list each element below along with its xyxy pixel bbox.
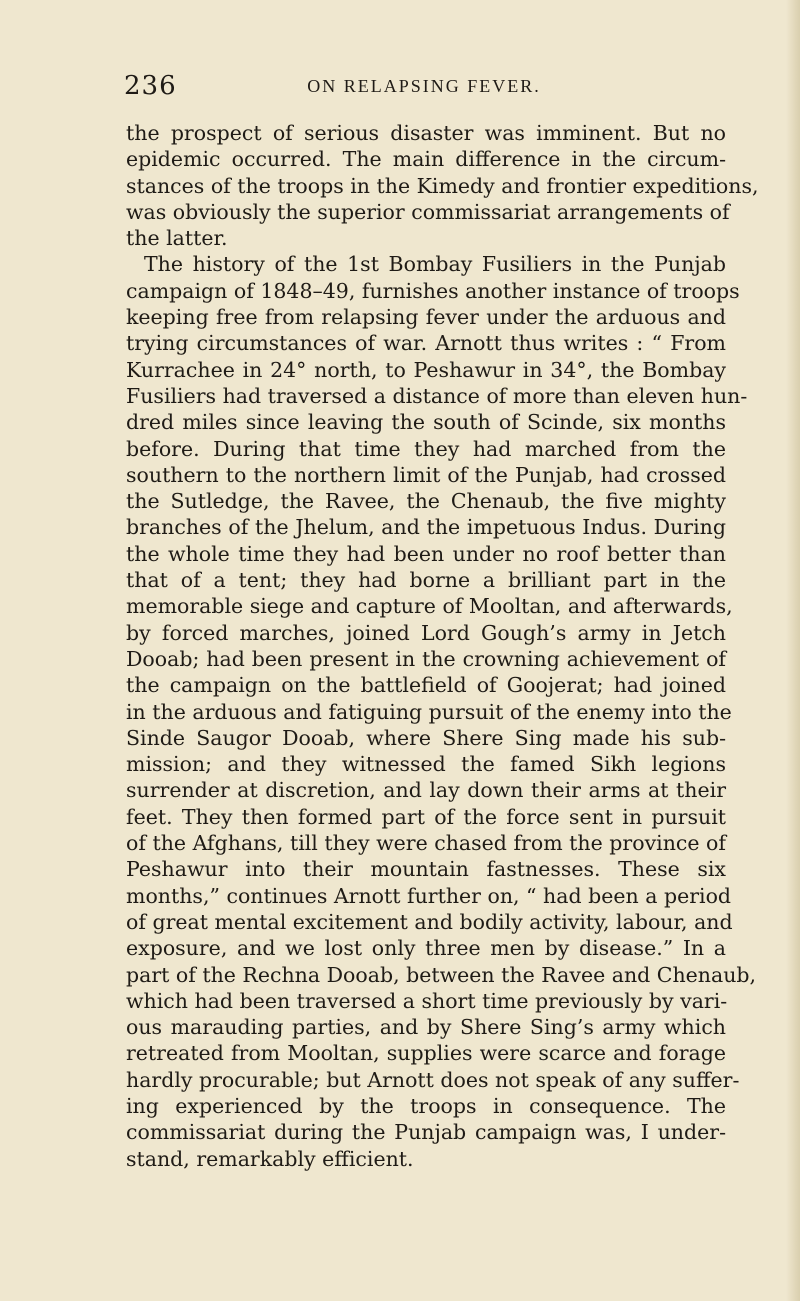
page-edge: [786, 0, 800, 1301]
text-line: Peshawur into their mountain fastnesses. These six: [126, 857, 726, 882]
text-line: which had been traversed a short time previously by vari-: [126, 988, 728, 1013]
text-line: before. During that time they had marched from the: [126, 436, 726, 461]
text-line: trying circumstances of war. Arnott thus writes : “ From: [126, 331, 726, 356]
text-line: part of the Rechna Dooab, between the Ravee and Chenaub,: [126, 962, 757, 987]
text-line: Dooab; had been present in the crowning achievement of: [126, 646, 726, 671]
text-line: southern to the northern limit of the Punjab, had crossed: [126, 462, 726, 487]
text-line: commissariat during the Punjab campaign was, I under-: [126, 1120, 726, 1145]
text-line: ous marauding parties, and by Shere Sing’s army which: [126, 1015, 726, 1040]
text-line: the campaign on the battlefield of Goojerat; had joined: [126, 673, 726, 698]
text-line: that of a tent; they had borne a brilliant part in the: [126, 568, 726, 593]
text-line: ing experienced by the troops in consequence. The: [126, 1093, 726, 1118]
body-text: [126, 120, 759, 1172]
text-line: keeping free from relapsing fever under the arduous and: [126, 305, 726, 330]
text-line: the whole time they had been under no roof better than: [126, 541, 726, 566]
text-line: The history of the 1st Bombay Fusiliers in the Punjab: [144, 252, 726, 277]
text-line: Sinde Saugor Dooab, where Shere Sing made his sub-: [126, 725, 726, 750]
text-line: was obviously the superior commissariat arrangements of: [126, 199, 730, 224]
page-header: [124, 68, 724, 104]
text-line: epidemic occurred. The main difference in the circum-: [126, 147, 726, 172]
text-line: memorable siege and capture of Mooltan, and afterwards,: [126, 594, 733, 619]
page-number: 236: [124, 71, 177, 101]
text-line: months,” continues Arnott further on, “ had been a period: [126, 883, 732, 908]
running-head: ON RELAPSING FEVER.: [307, 76, 541, 96]
text-line: the Sutledge, the Ravee, the Chenaub, the five mighty: [126, 489, 726, 514]
text-line: exposure, and we lost only three men by disease.” In a: [126, 936, 726, 961]
text-line: mission; and they witnessed the famed Sikh legions: [126, 752, 726, 777]
text-line: of great mental excitement and bodily activity, labour, and: [126, 909, 733, 934]
text-line: surrender at discretion, and lay down their arms at their: [126, 778, 726, 803]
text-line: Kurrachee in 24° north, to Peshawur in 34°, the Bombay: [126, 357, 726, 382]
text-line: stand, remarkably efficient.: [126, 1146, 414, 1171]
text-line: feet. They then formed part of the force sent in pursuit: [126, 804, 726, 829]
text-line: retreated from Mooltan, supplies were scarce and forage: [126, 1041, 726, 1066]
text-line: the latter.: [126, 226, 228, 251]
text-line: in the arduous and fatiguing pursuit of the enemy into the: [126, 699, 732, 724]
text-line: stances of the troops in the Kimedy and frontier expeditions,: [126, 173, 759, 198]
text-line: by forced marches, joined Lord Gough’s army in Jetch: [126, 620, 726, 645]
text-line: Fusiliers had traversed a distance of more than eleven hun-: [126, 383, 748, 408]
text-line: campaign of 1848–49, furnishes another instance of troops: [126, 278, 740, 303]
text-line: the prospect of serious disaster was imminent. But no: [126, 121, 726, 145]
text-line: branches of the Jhelum, and the impetuous Indus. During: [126, 515, 726, 540]
text-line: dred miles since leaving the south of Scinde, six months: [126, 410, 726, 435]
text-line: hardly procurable; but Arnott does not speak of any suffer-: [126, 1067, 740, 1092]
text-line: of the Afghans, till they were chased from the province of: [126, 831, 726, 856]
